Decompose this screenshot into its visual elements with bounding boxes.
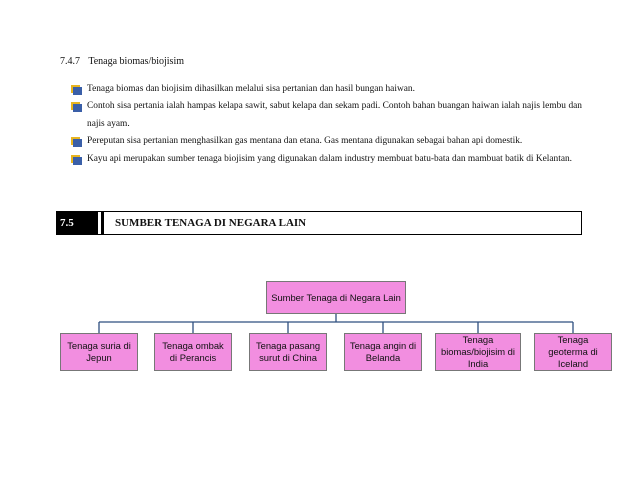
bullet-text: Contoh sisa pertania ialah hampas kelapa sawit, sabut kelapa dan sekam padi. Contoh bahan buangan haiwan ialah najis lembu dan najis ayam. [87, 101, 582, 129]
org-chart-node-geoterma: Tenaga geoterma di Iceland [534, 333, 612, 371]
bullet-text: Tenaga biomas dan biojisim dihasilkan melalui sisa pertanian dan hasil bungan haiwan. [87, 84, 415, 94]
org-chart-node-biomas: Tenaga biomas/biojisim di India [435, 333, 521, 371]
bullet-text: Kayu api merupakan sumber tenaga biojisim yang digunakan dalam industry membuat batu-bata dan mambuat batik di Kelantan. [87, 153, 573, 164]
subsection-title: Tenaga biomas/biojisim [88, 56, 185, 67]
section-title: SUMBER TENAGA DI NEGARA LAIN [115, 217, 307, 229]
bullet-text: Pereputan sisa pertanian menghasilkan gas mentana dan etana. Gas mentana digunakan sebagai bahan api domestik. [87, 136, 523, 147]
section-number: 7.5 [57, 212, 98, 234]
org-chart-root: Sumber Tenaga di Negara Lain [266, 281, 406, 314]
org-chart-node-pasang-surut: Tenaga pasang surut di China [249, 333, 327, 371]
org-chart-node-angin: Tenaga angin di Belanda [344, 333, 422, 371]
org-chart-node-suria: Tenaga suria di Jepun [60, 333, 138, 371]
org-chart-node-ombak: Tenaga ombak di Perancis [154, 333, 232, 371]
subsection-number: 7.4.7 [60, 56, 80, 67]
